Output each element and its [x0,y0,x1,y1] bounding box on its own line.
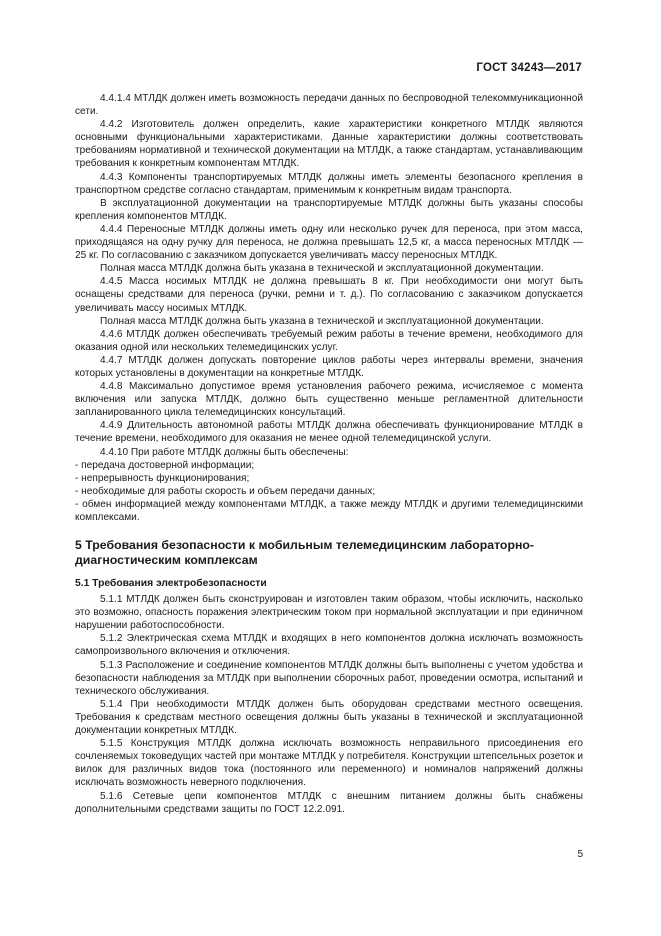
paragraph-4-4-2: 4.4.2 Изготовитель должен определить, какие характеристики конкретного МТЛДК являются основными функциональными характеристиками. Данные характеристики должны соответствовать требованиям нормативной и технической документации на МТЛДК, а также стандартам, устанавливающим требования к конкретным компонентам МТЛДК. [75,119,583,170]
paragraph-4-4-5-note: Полная масса МТЛДК должна быть указана в технической и эксплуатационной документации. [100,315,544,327]
subsection-heading: 5.1 Требования электробезопасности [75,578,267,590]
list-item: - обмен информацией между компонентами МТЛДК, а также между МТЛДК и другими телемедицинскими комплексами. [75,498,583,523]
paragraph-4-4-3: 4.4.3 Компоненты транспортируемых МТЛДК должны иметь элементы безопасного крепления в транспортном средстве согласно стандартам, применимым к конкретным видам транспорта. [75,171,583,196]
paragraph-4-4-7: 4.4.7 МТЛДК должен допускать повторение циклов работы через интервалы времени, значения которых установлены в документации на конкретные МТЛДК. [75,354,583,379]
paragraph-4-4-4-note: Полная масса МТЛДК должна быть указана в технической и эксплуатационной документации. [100,263,544,275]
list-item: - передача достоверной информации; [75,459,255,471]
paragraph-4-4-1-4: 4.4.1.4 МТЛДК должен иметь возможность передачи данных по беспроводной телекоммуникационной сети. [75,93,583,118]
paragraph-4-4-5: 4.4.5 Масса носимых МТЛДК не должна превышать 8 кг. При необходимости они могут быть оснащены средствами для переноса (ручки, ремни и т. д.). По согласованию с заказчиком допускается увеличивать массу носимых МТЛДК. [75,276,583,314]
paragraph-4-4-9: 4.4.9 Длительность автономной работы МТЛДК должна обеспечивать функционирование МТЛДК в течение времени, необходимого для оказания не менее одной телемедицинской услуги. [75,420,583,445]
paragraph-5-1-6: 5.1.6 Сетевые цепи компонентов МТЛДК с внешним питанием должны быть снабжены дополнительными средствами защиты по ГОСТ 12.2.091. [75,790,583,815]
list-item: - непрерывность функционирования; [75,472,250,484]
paragraph-5-1-1: 5.1.1 МТЛДК должен быть сконструирован и изготовлен таким образом, чтобы исключить, насколько это возможно, опасность поражения электрическим током при нормальной эксплуатации и при единичном нарушении работоспособности. [75,594,583,632]
document-header: ГОСТ 34243—2017 [476,62,582,74]
paragraph-5-1-2: 5.1.2 Электрическая схема МТЛДК и входящих в него компонентов должна исключать возможность самопроизвольного включения и отключения. [75,633,583,658]
page-body [75,92,583,816]
paragraph-4-4-3-note: В эксплуатационной документации на транспортируемые МТЛДК должны быть указаны способы крепления компонентов МТЛДК. [75,197,583,222]
paragraph-5-1-3: 5.1.3 Расположение и соединение компонентов МТЛДК должны быть выполнены с учетом удобства и безопасности наблюдения за МТЛДК при выполнении сборочных работ, проведении осмотра, испытаний и технического обслуживания. [75,659,583,697]
paragraph-5-1-4: 5.1.4 При необходимости МТЛДК должен быть оборудован средствами местного освещения. Требования к средствам местного освещения должны быть указаны в технической и эксплуатационной документации конкретных МТЛДК. [75,698,583,737]
paragraph-5-1-5: 5.1.5 Конструкция МТЛДК должна исключать возможность неправильного присоединения его сочленяемых токоведущих частей при монтаже МТЛДК у потребителя. Конструкции штепсельных розеток и вилок для различных видов тока (постоянного или переменного) и номиналов напряжений должны исключать возможность неверного подключения. [75,738,583,789]
section-heading: 5 Требования безопасности к мобильным телемедицинским лабораторно-диагностическим комплексам [75,538,534,568]
page-number: 5 [577,849,583,860]
paragraph-4-4-6: 4.4.6 МТЛДК должен обеспечивать требуемый режим работы в течение времени, необходимого для оказания одной или нескольких телемедицинских услуг. [75,328,583,353]
paragraph-4-4-4: 4.4.4 Переносные МТЛДК должны иметь одну или несколько ручек для переноса, при этом масса, приходящаяся на одну ручку для переноса, не должна превышать 12,5 кг, а масса переносных МТЛДК — 25 кг. По согласованию с заказчиком допускается увеличивать массу переносных МТЛДК. [75,223,583,262]
list-item: - необходимые для работы скорость и объем передачи данных; [75,485,376,497]
paragraph-4-4-10: 4.4.10 При работе МТЛДК должны быть обеспечены: [100,446,349,458]
paragraph-4-4-8: 4.4.8 Максимально допустимое время установления рабочего режима, исчисляемое с момента включения или запуска МТЛДК, должно быть существенно меньше регламентной длительности запланированного цикла телемедицинских консультаций. [75,381,583,419]
